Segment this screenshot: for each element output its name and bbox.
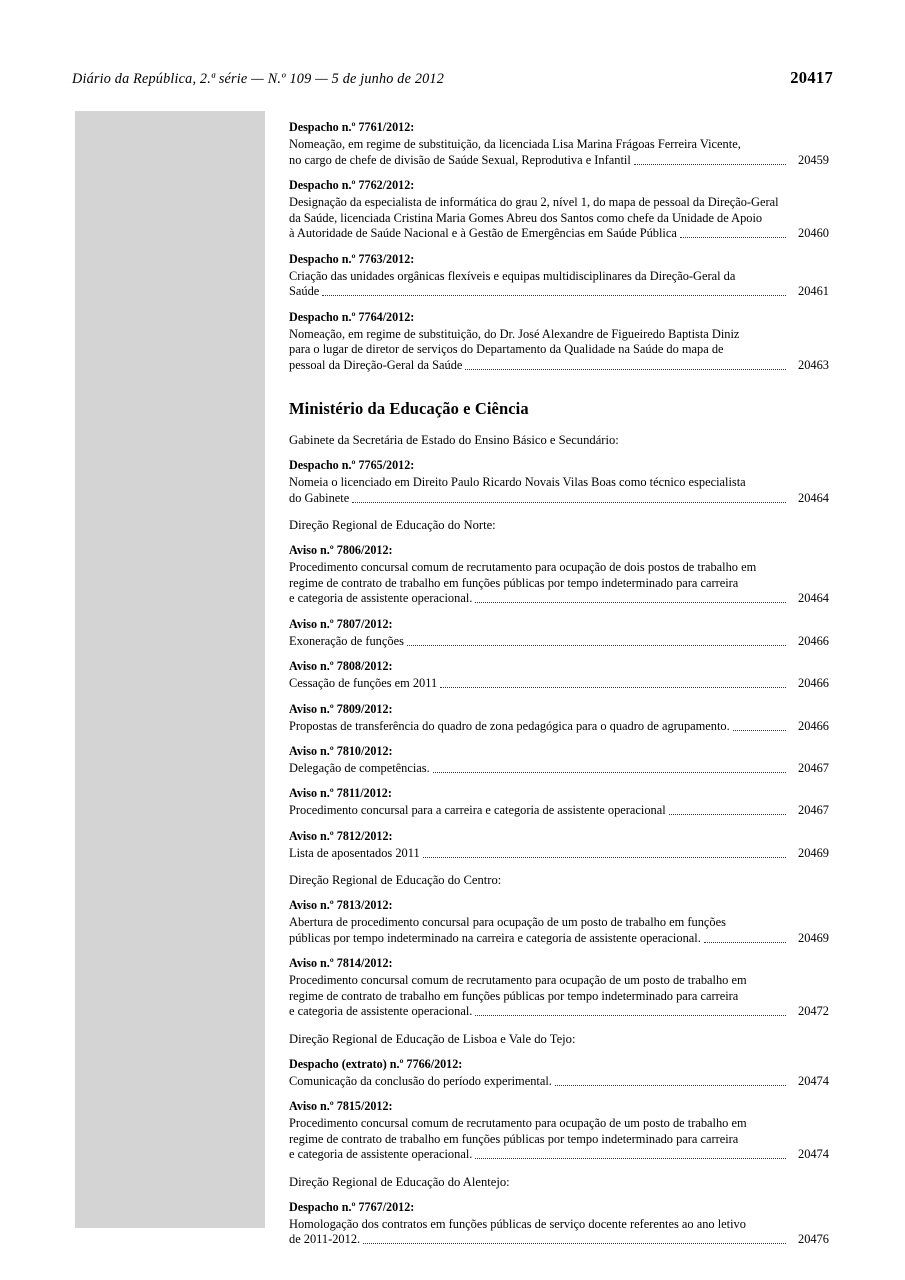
toc-entry-page-number: 20460	[798, 226, 829, 241]
toc-entry-last-line	[289, 1232, 829, 1247]
toc-entry-line: Designação da especialista de informática do grau 2, nível 1, do mapa de pessoal da Direção-Geral	[289, 195, 779, 209]
toc-entry-line: Nomeação, em regime de substituição, do Dr. José Alexandre de Figueiredo Baptista Diniz	[289, 326, 740, 341]
toc-entry-title: Aviso n.º 7814/2012:	[289, 956, 393, 971]
toc-entry-line: Cessação de funções em 2011	[289, 676, 438, 691]
toc-entry-last-line	[289, 931, 829, 946]
toc-entry-line: Criação das unidades orgânicas flexíveis e equipas multidisciplinares da Direção-Geral da	[289, 268, 736, 283]
toc-entry-description	[289, 560, 829, 607]
toc-entry-line: Saúde	[289, 284, 320, 299]
toc-entry-line: e categoria de assistente operacional.	[289, 1147, 473, 1162]
toc-entry-title: Despacho n.º 7764/2012:	[289, 309, 415, 324]
leader-dots	[352, 502, 786, 503]
toc-entry-line: Procedimento concursal comum de recrutamento para ocupação de um posto de trabalho em	[289, 973, 747, 988]
sidebar-grey-block	[75, 111, 265, 1228]
toc-entry-last-line	[289, 358, 829, 373]
toc-entry[interactable]	[289, 1056, 829, 1089]
toc-entry-line: regime de contrato de trabalho em funções públicas por tempo indeterminado para carreira	[289, 575, 739, 590]
toc-entry-description	[289, 915, 829, 946]
toc-entry-line: pessoal da Direção-Geral da Saúde	[289, 357, 463, 372]
toc-entry-line: regime de contrato de trabalho em funções públicas por tempo indeterminado para carreira	[289, 1131, 739, 1146]
toc-entry-description	[289, 195, 829, 242]
toc-entry-line: Abertura de procedimento concursal para ocupação de um posto de trabalho em funções	[289, 915, 726, 930]
toc-entry-title: Aviso n.º 7815/2012:	[289, 1099, 393, 1114]
leader-dots	[555, 1085, 786, 1086]
toc-entry-page-number: 20466	[798, 676, 829, 691]
leader-dots	[433, 772, 786, 773]
leader-dots	[634, 164, 786, 165]
toc-entry-page-number: 20476	[798, 1232, 829, 1247]
toc-entry[interactable]	[289, 785, 829, 818]
toc-entry-description	[289, 327, 829, 374]
page-header	[72, 68, 833, 88]
toc-entry[interactable]	[289, 955, 829, 1020]
toc-entry-page-number: 20466	[798, 718, 829, 733]
toc-entry-description	[289, 634, 829, 649]
toc-entry-line: e categoria de assistente operacional.	[289, 591, 473, 606]
toc-entry-description	[289, 803, 829, 818]
toc-entry-title: Despacho n.º 7763/2012:	[289, 251, 415, 266]
toc-entry-description	[289, 1217, 829, 1248]
toc-entry-description	[289, 761, 829, 776]
leader-dots	[680, 237, 786, 238]
toc-entry-last-line	[289, 719, 829, 734]
subsection-heading: Direção Regional de Educação do Alentejo:	[289, 1174, 510, 1189]
toc-entry[interactable]	[289, 616, 829, 649]
toc-entry-line: Lista de aposentados 2011	[289, 845, 420, 860]
toc-entry[interactable]	[289, 658, 829, 691]
toc-entry-line: da Saúde, licenciada Cristina Maria Gomes Abreu dos Santos como chefe da Unidade de Apoio	[289, 210, 763, 225]
toc-entry-description	[289, 973, 829, 1020]
toc-entry-title: Despacho n.º 7761/2012:	[289, 120, 415, 134]
toc-entry-page-number: 20461	[798, 284, 829, 299]
subsection-heading: Direção Regional de Educação do Centro:	[289, 873, 502, 888]
leader-dots	[475, 602, 786, 603]
toc-entry-title: Despacho n.º 7767/2012:	[289, 1199, 415, 1214]
toc-entry-page-number: 20467	[798, 761, 829, 775]
toc-entry-line: no cargo de chefe de divisão de Saúde Sexual, Reprodutiva e Infantil	[289, 152, 631, 167]
page-number: 20417	[790, 68, 833, 87]
toc-entry-last-line	[289, 491, 829, 506]
toc-entry-title: Aviso n.º 7810/2012:	[289, 744, 393, 758]
toc-entry-title: Despacho (extrato) n.º 7766/2012:	[289, 1056, 463, 1071]
toc-entry-description	[289, 475, 829, 506]
toc-entry-line: Delegação de competências.	[289, 761, 430, 775]
toc-entry-last-line	[289, 761, 829, 776]
toc-entry-title: Aviso n.º 7809/2012:	[289, 701, 393, 716]
table-of-contents	[289, 110, 829, 1248]
leader-dots	[363, 1243, 786, 1244]
toc-entry[interactable]	[289, 1098, 829, 1163]
toc-entry[interactable]	[289, 251, 829, 300]
toc-entry[interactable]	[289, 828, 829, 861]
toc-entry-title: Aviso n.º 7806/2012:	[289, 543, 393, 558]
toc-entry[interactable]	[289, 309, 829, 374]
toc-entry-description	[289, 137, 829, 168]
leader-dots	[440, 687, 786, 688]
leader-dots	[475, 1015, 786, 1016]
toc-entry[interactable]	[289, 177, 829, 242]
publication-reference: Diário da República, 2.ª série — N.º 109 — 5 de junho de 2012	[72, 71, 445, 87]
toc-entry-page-number: 20469	[798, 845, 829, 860]
leader-dots	[733, 730, 786, 731]
subsection-heading: Gabinete da Secretária de Estado do Ensino Básico e Secundário:	[289, 433, 619, 448]
toc-entry-page-number: 20464	[798, 591, 829, 606]
toc-entry-page-number: 20469	[798, 930, 829, 945]
section-heading: Ministério da Educação e Ciência	[289, 399, 529, 419]
toc-entry-title: Despacho n.º 7762/2012:	[289, 178, 415, 192]
toc-entry-last-line	[289, 591, 829, 606]
toc-entry-line: Homologação dos contratos em funções públicas de serviço docente referentes ao ano letivo	[289, 1216, 746, 1231]
toc-entry-line: Procedimento concursal comum de recrutamento para ocupação de um posto de trabalho em	[289, 1116, 747, 1131]
toc-entry[interactable]	[289, 119, 829, 168]
toc-entry-line: de 2011-2012.	[289, 1232, 361, 1247]
toc-entry-page-number: 20459	[798, 152, 829, 167]
leader-dots	[465, 369, 786, 370]
toc-entry-line: Nomeação, em regime de substituição, da licenciada Lisa Marina Frágoas Ferreira Vicente,	[289, 137, 741, 151]
toc-entry-description	[289, 719, 829, 734]
toc-entry[interactable]	[289, 542, 829, 607]
toc-entry-last-line	[289, 676, 829, 691]
toc-entry-last-line	[289, 1074, 829, 1089]
toc-entry-last-line	[289, 634, 829, 649]
toc-entry-page-number: 20463	[798, 357, 829, 372]
toc-entry-line: públicas por tempo indeterminado na carreira e categoria de assistente operacional.	[289, 930, 701, 945]
toc-entry-title: Aviso n.º 7811/2012:	[289, 786, 392, 801]
toc-entry[interactable]	[289, 897, 829, 946]
toc-entry-line: Nomeia o licenciado em Direito Paulo Ricardo Novais Vilas Boas como técnico especialista	[289, 475, 746, 490]
toc-entry-title: Aviso n.º 7812/2012:	[289, 828, 393, 843]
toc-entry-line: Procedimento concursal comum de recrutamento para ocupação de dois postos de trabalho em	[289, 560, 757, 575]
toc-entry-line: do Gabinete	[289, 490, 350, 505]
toc-entry-title: Aviso n.º 7807/2012:	[289, 616, 393, 631]
toc-entry-last-line	[289, 803, 829, 818]
toc-entry-page-number: 20474	[798, 1147, 829, 1162]
leader-dots	[423, 857, 786, 858]
subsection-heading: Direção Regional de Educação do Norte:	[289, 518, 496, 533]
toc-entry-description	[289, 676, 829, 691]
toc-entry-title: Aviso n.º 7813/2012:	[289, 898, 393, 913]
toc-entry-line: e categoria de assistente operacional.	[289, 1004, 473, 1019]
toc-entry-description	[289, 1116, 829, 1163]
toc-entry-line: Exoneração de funções	[289, 633, 404, 648]
toc-entry-page-number: 20467	[798, 803, 829, 818]
toc-entry-description	[289, 1074, 829, 1089]
toc-entry-line: regime de contrato de trabalho em funções públicas por tempo indeterminado para carreira	[289, 988, 739, 1003]
toc-entry-line: Comunicação da conclusão do período experimental.	[289, 1073, 552, 1088]
toc-entry-page-number: 20466	[798, 633, 829, 648]
toc-entry[interactable]	[289, 701, 829, 734]
toc-entry-description	[289, 269, 829, 300]
toc-entry-line: à Autoridade de Saúde Nacional e à Gestão de Emergências em Saúde Pública	[289, 226, 677, 241]
toc-entry-line: Propostas de transferência do quadro de zona pedagógica para o quadro de agrupamento.	[289, 718, 730, 733]
leader-dots	[704, 942, 786, 943]
toc-entry[interactable]	[289, 743, 829, 776]
toc-entry-last-line	[289, 846, 829, 861]
toc-entry-last-line	[289, 226, 829, 241]
toc-entry-line: para o lugar de diretor de serviços do Departamento da Qualidade na Saúde do mapa de	[289, 342, 724, 357]
toc-entry-title: Aviso n.º 7808/2012:	[289, 659, 393, 674]
leader-dots	[669, 814, 786, 815]
leader-dots	[475, 1158, 786, 1159]
leader-dots	[322, 295, 786, 296]
toc-entry-line: Procedimento concursal para a carreira e categoria de assistente operacional	[289, 803, 666, 818]
toc-entry-page-number: 20472	[798, 1004, 829, 1019]
toc-entry-last-line	[289, 1147, 829, 1162]
toc-entry-page-number: 20474	[798, 1073, 829, 1088]
toc-entry-last-line	[289, 1004, 829, 1019]
subsection-heading: Direção Regional de Educação de Lisboa e Vale do Tejo:	[289, 1031, 576, 1046]
toc-entry-last-line	[289, 284, 829, 299]
toc-entry-description	[289, 846, 829, 861]
toc-entry[interactable]	[289, 1199, 829, 1248]
toc-entry-page-number: 20464	[798, 490, 829, 505]
leader-dots	[407, 645, 786, 646]
toc-entry[interactable]	[289, 457, 829, 506]
toc-entry-last-line	[289, 153, 829, 168]
toc-entry-title: Despacho n.º 7765/2012:	[289, 458, 415, 473]
